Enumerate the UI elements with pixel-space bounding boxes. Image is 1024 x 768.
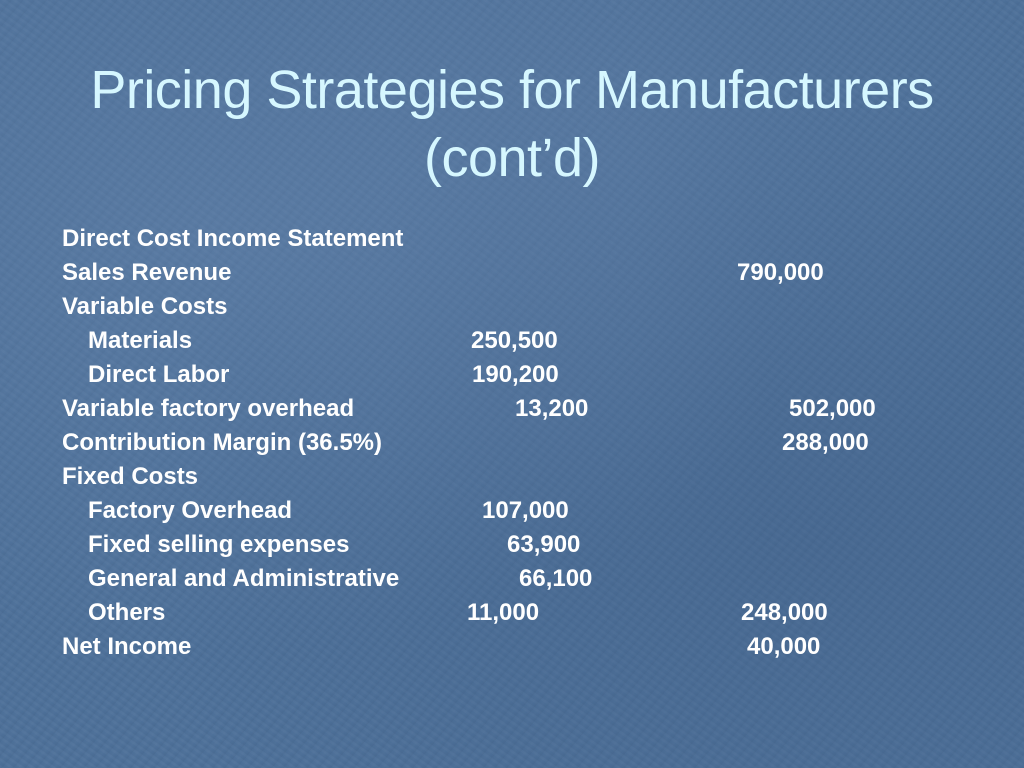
row-total: 502,000 [789, 395, 876, 422]
statement-row-variable-factory-overhead [0, 392, 1024, 426]
statement-row-general-administrative [0, 562, 1024, 596]
statement-row-fixed-selling-expenses [0, 528, 1024, 562]
row-label: Fixed selling expenses [88, 531, 350, 558]
statement-row-fixed-costs [0, 460, 1024, 494]
row-total: 790,000 [737, 259, 824, 286]
statement-row-direct-labor [0, 358, 1024, 392]
row-label: Fixed Costs [62, 463, 199, 490]
row-amount: 11,000 [467, 599, 540, 626]
slide-title-line-1: Pricing Strategies for Manufacturers [90, 60, 934, 120]
row-label: Variable Costs [62, 293, 228, 320]
statement-heading-row [0, 222, 1024, 256]
row-amount: 63,900 [507, 531, 581, 558]
row-label: Materials [88, 327, 193, 354]
row-label: Direct Labor [88, 361, 230, 388]
row-amount: 190,200 [472, 361, 559, 388]
statement-row-net-income [0, 630, 1024, 664]
row-amount: 13,200 [515, 395, 589, 422]
row-label: Sales Revenue [62, 259, 232, 286]
row-label: General and Administrative [88, 565, 400, 592]
row-total: 288,000 [782, 429, 869, 456]
statement-row-sales-revenue [0, 256, 1024, 290]
statement-row-others [0, 596, 1024, 630]
statement-row-contribution-margin [0, 426, 1024, 460]
statement-row-materials [0, 324, 1024, 358]
row-total: 40,000 [747, 633, 821, 660]
row-label: Contribution Margin (36.5%) [62, 429, 382, 456]
row-label: Factory Overhead [88, 497, 293, 524]
statement-row-variable-costs [0, 290, 1024, 324]
row-amount: 107,000 [482, 497, 569, 524]
slide-title-line-2: (cont’d) [423, 128, 601, 188]
statement-heading: Direct Cost Income Statement [62, 225, 404, 252]
row-total: 248,000 [741, 599, 828, 626]
statement-row-factory-overhead [0, 494, 1024, 528]
row-label: Net Income [62, 633, 192, 660]
row-amount: 66,100 [519, 565, 593, 592]
row-label: Others [88, 599, 166, 626]
row-label: Variable factory overhead [62, 395, 355, 422]
row-amount: 250,500 [471, 327, 558, 354]
